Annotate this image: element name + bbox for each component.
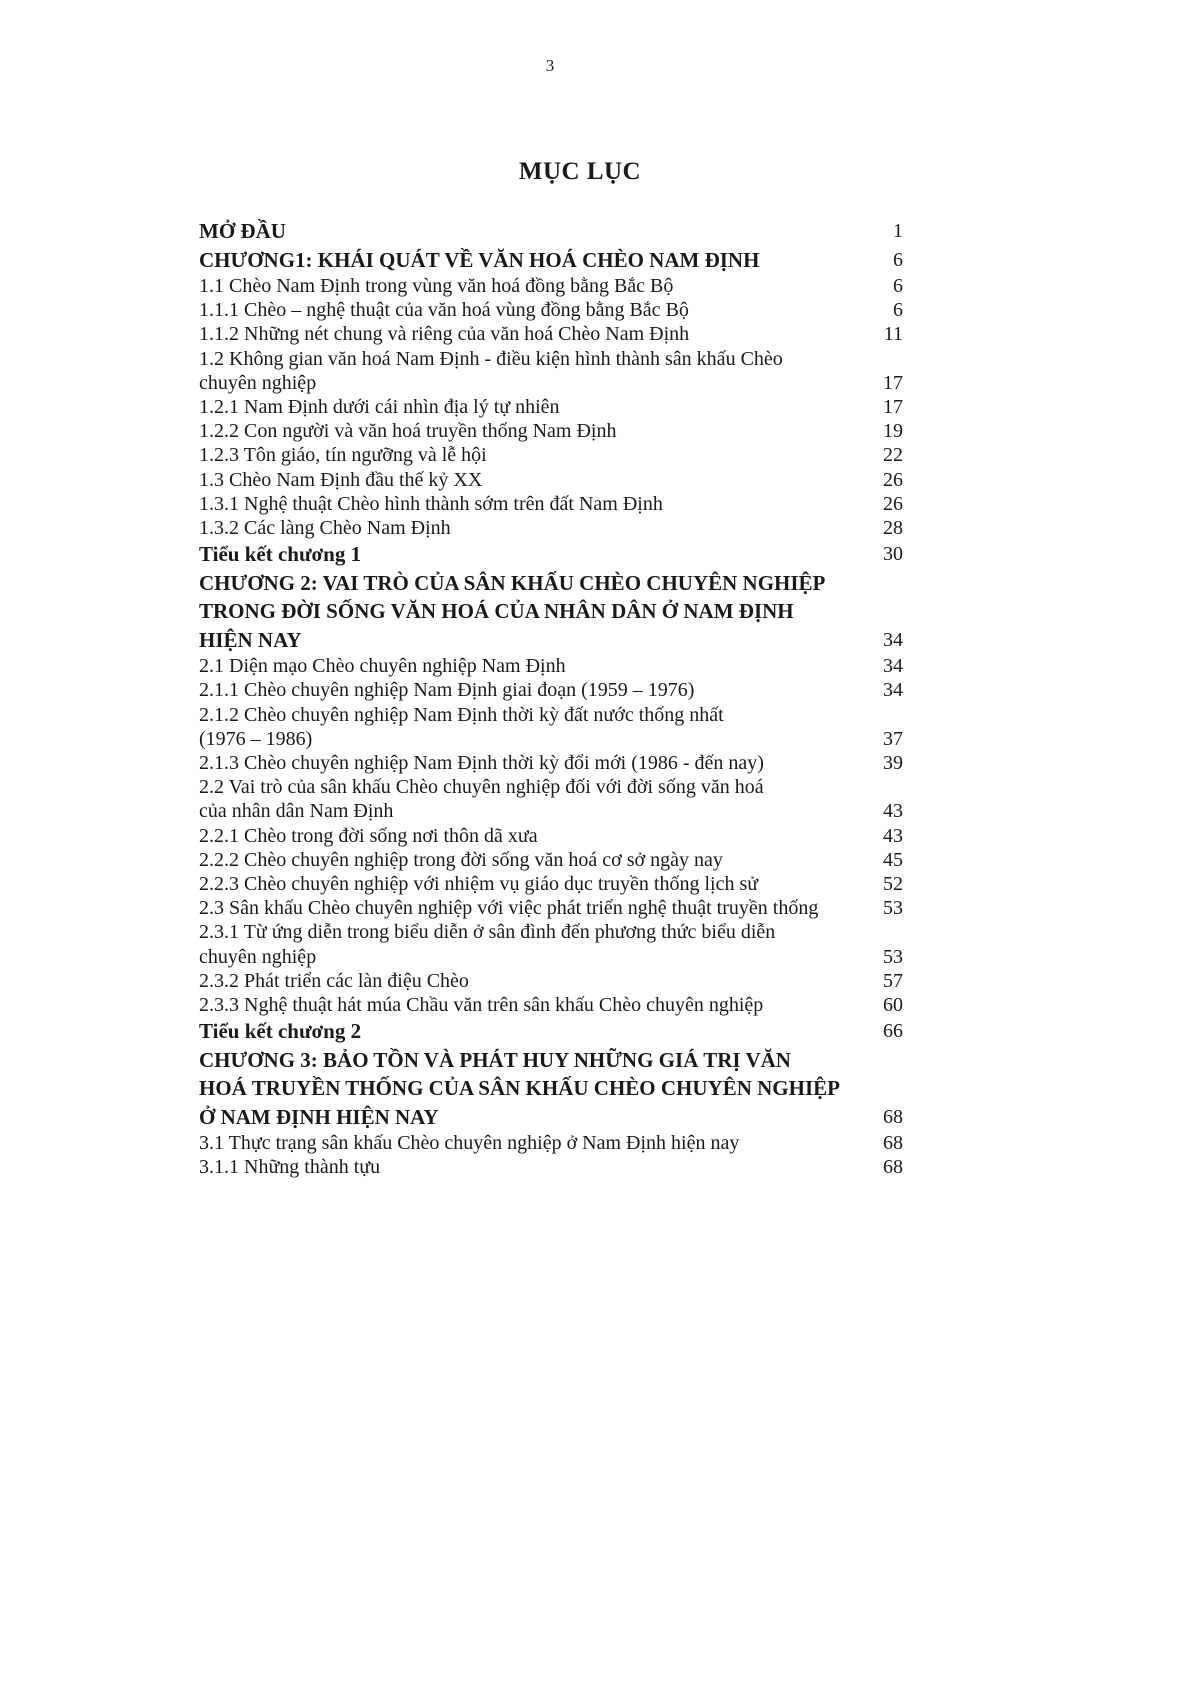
toc-entry-page: 68 — [883, 1132, 903, 1155]
toc-entry — [199, 626, 903, 655]
toc-entry-title: 2.3.1 Từ ứng diễn trong biểu diễn ở sân đình đến phương thức biểu diễn — [199, 921, 776, 944]
toc-entry-page: 22 — [883, 444, 903, 467]
toc-entry-title: 1.3.1 Nghệ thuật Chèo hình thành sớm trên đất Nam Định — [199, 492, 663, 515]
toc-entry — [199, 443, 903, 467]
toc-entry — [199, 597, 903, 626]
toc-entry-page: 19 — [883, 420, 903, 443]
toc-entry — [199, 969, 903, 993]
page-title: MỤC LỤC — [518, 158, 642, 185]
toc-entry — [199, 419, 903, 443]
toc-entry-title: 2.1.1 Chèo chuyên nghiệp Nam Định giai đoạn (1959 – 1976) — [199, 679, 695, 702]
toc-entry — [199, 775, 903, 799]
toc-entry — [199, 540, 903, 569]
toc-entry — [199, 217, 903, 246]
toc-entry-page: 11 — [883, 323, 903, 346]
toc-entry — [199, 678, 903, 702]
toc-entry-page: 6 — [893, 299, 903, 322]
toc-entry-page: 6 — [893, 275, 903, 297]
toc-entry — [199, 298, 903, 322]
toc-entry-page: 28 — [883, 517, 903, 540]
toc-entry-page: 6 — [893, 248, 903, 271]
toc-entry-page: 52 — [883, 873, 903, 896]
toc-entry — [199, 274, 903, 298]
toc-entry-title: CHƯƠNG1: KHÁI QUÁT VỀ VĂN HOÁ CHÈO NAM ĐỊNH — [199, 247, 760, 272]
toc-entry — [199, 246, 903, 275]
toc-entry-page: 17 — [883, 371, 903, 394]
toc-entry-title: 2.1 Diện mạo Chèo chuyên nghiệp Nam Định — [199, 655, 566, 678]
toc-entry-title: 2.1.2 Chèo chuyên nghiệp Nam Định thời kỳ đất nước thống nhất — [199, 703, 724, 726]
toc-entry-page: 17 — [883, 396, 903, 419]
toc-entry — [199, 1046, 903, 1075]
toc-entry-page: 66 — [883, 1020, 903, 1043]
toc-entry-title: 1.1 Chèo Nam Định trong vùng văn hoá đồng bằng Bắc Bộ — [199, 275, 674, 297]
toc-entry — [199, 945, 903, 969]
toc-entry-title: 1.2 Không gian văn hoá Nam Định - điều kiện hình thành sân khấu Chèo — [199, 347, 783, 370]
toc-entry-title: 1.3 Chèo Nam Định đầu thế kỷ XX — [199, 468, 483, 491]
toc-entry-page: 37 — [883, 727, 903, 750]
toc-entry-title: 2.3.2 Phát triển các làn điệu Chèo — [199, 969, 469, 992]
toc-entry-page: 26 — [883, 492, 903, 515]
toc-entry-page: 30 — [883, 543, 903, 566]
toc-entry-title: TRONG ĐỜI SỐNG VĂN HOÁ CỦA NHÂN DÂN Ở NAM ĐỊNH — [199, 599, 794, 624]
toc-entry — [199, 920, 903, 944]
toc-entry-page: 34 — [883, 679, 903, 702]
toc-entry — [199, 516, 903, 540]
toc-entry — [199, 347, 903, 371]
toc-entry-title: 1.2.1 Nam Định dưới cái nhìn địa lý tự nhiên — [199, 396, 560, 419]
toc-entry-title: CHƯƠNG 3: BẢO TỒN VÀ PHÁT HUY NHỮNG GIÁ TRỊ VĂN — [199, 1047, 791, 1072]
toc-entry-page: 1 — [893, 220, 903, 242]
toc-entry — [199, 1017, 903, 1046]
toc-entry-page: 26 — [883, 468, 903, 491]
toc-entry-title: chuyên nghiệp — [199, 371, 317, 394]
toc-entry — [199, 1074, 903, 1103]
toc-entry — [199, 468, 903, 492]
toc-entry — [199, 896, 903, 920]
toc-entry-title: HOÁ TRUYỀN THỐNG CỦA SÂN KHẤU CHÈO CHUYÊN NGHIỆP — [199, 1076, 840, 1101]
toc-entry-page: 34 — [883, 628, 903, 651]
toc-entry — [199, 1103, 903, 1132]
toc-entry — [199, 799, 903, 823]
toc-entry-title: 2.2.3 Chèo chuyên nghiệp với nhiệm vụ giáo dục truyền thống lịch sử — [199, 873, 759, 896]
toc-entry-page: 43 — [883, 800, 903, 823]
toc-entry-title: Tiểu kết chương 1 — [199, 542, 362, 567]
toc-entry-title: 2.2 Vai trò của sân khấu Chèo chuyên nghiệp đối với đời sống văn hoá — [199, 776, 764, 799]
toc-entry-title: HIỆN NAY — [199, 627, 302, 652]
toc-entry-title: (1976 – 1986) — [199, 727, 313, 750]
toc-entry — [199, 492, 903, 516]
toc-entry — [199, 703, 903, 727]
toc-entry — [199, 371, 903, 395]
toc-entry-page: 43 — [883, 824, 903, 847]
toc-entry-title: 2.3.3 Nghệ thuật hát múa Chầu văn trên sân khấu Chèo chuyên nghiệp — [199, 994, 764, 1017]
toc-entry — [199, 569, 903, 598]
toc-entry-title: chuyên nghiệp — [199, 945, 317, 968]
toc-entry — [199, 872, 903, 896]
toc-entry-title: Tiểu kết chương 2 — [199, 1019, 362, 1044]
toc-entry-title: Ở NAM ĐỊNH HIỆN NAY — [199, 1104, 439, 1129]
toc-entry — [199, 1155, 903, 1179]
toc-entry — [199, 395, 903, 419]
toc-entry-page: 45 — [883, 848, 903, 871]
toc-entry — [199, 322, 903, 346]
toc-entry — [199, 1131, 903, 1155]
toc-entry-title: 2.2.2 Chèo chuyên nghiệp trong đời sống văn hoá cơ sở ngày nay — [199, 848, 723, 871]
toc-entry-title: 2.1.3 Chèo chuyên nghiệp Nam Định thời kỳ đổi mới (1986 - đến nay) — [199, 752, 764, 775]
toc-entry-title: của nhân dân Nam Định — [199, 800, 394, 823]
toc-entry-title: 1.2.2 Con người và văn hoá truyền thống Nam Định — [199, 420, 617, 443]
toc-entry-title: CHƯƠNG 2: VAI TRÒ CỦA SÂN KHẤU CHÈO CHUYÊN NGHIỆP — [199, 570, 826, 595]
toc-entry-title: 1.3.2 Các làng Chèo Nam Định — [199, 517, 451, 540]
toc-entry-page: 34 — [883, 655, 903, 678]
toc-entry-title: MỞ ĐẦU — [199, 219, 286, 243]
toc-entry-page: 53 — [883, 945, 903, 968]
toc-entry-title: 1.1.1 Chèo – nghệ thuật của văn hoá vùng đồng bằng Bắc Bộ — [199, 299, 689, 322]
toc-entry-page: 68 — [883, 1105, 903, 1128]
toc-entry — [199, 727, 903, 751]
page-number: 3 — [545, 56, 555, 75]
table-of-contents — [199, 217, 903, 1180]
toc-entry — [199, 993, 903, 1017]
toc-entry-page: 39 — [883, 752, 903, 775]
toc-entry-title: 1.2.3 Tôn giáo, tín ngưỡng và lễ hội — [199, 444, 487, 467]
toc-entry-page: 57 — [883, 969, 903, 992]
toc-entry-page: 53 — [883, 897, 903, 920]
toc-entry — [199, 824, 903, 848]
toc-entry-page: 68 — [883, 1156, 903, 1179]
toc-entry — [199, 654, 903, 678]
toc-entry-title: 2.2.1 Chèo trong đời sống nơi thôn dã xưa — [199, 824, 538, 847]
toc-entry-title: 1.1.2 Những nét chung và riêng của văn hoá Chèo Nam Định — [199, 323, 690, 346]
toc-entry — [199, 751, 903, 775]
toc-entry-title: 3.1.1 Những thành tựu — [199, 1156, 381, 1179]
toc-entry-title: 2.3 Sân khấu Chèo chuyên nghiệp với việc phát triển nghệ thuật truyền thống — [199, 897, 819, 920]
toc-entry — [199, 848, 903, 872]
toc-entry-page: 60 — [883, 994, 903, 1017]
toc-entry-title: 3.1 Thực trạng sân khấu Chèo chuyên nghiệp ở Nam Định hiện nay — [199, 1132, 740, 1155]
